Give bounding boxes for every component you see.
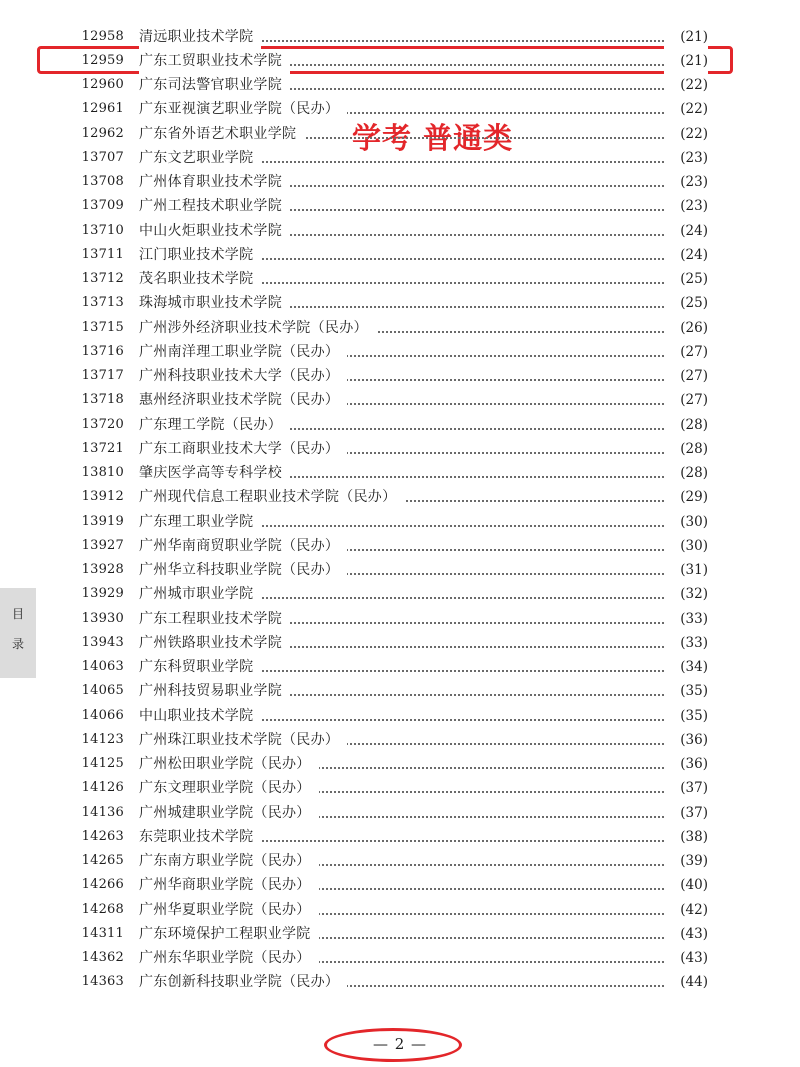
toc-entry-name: 广州华南商贸职业学院（民办） [139, 534, 347, 558]
toc-entry-page: (33) [664, 631, 708, 655]
toc-entry [0, 267, 800, 291]
toc-entry [0, 437, 800, 461]
toc-entry-page: (32) [664, 582, 708, 606]
toc-entry-page: (25) [664, 267, 708, 291]
toc-entry-name: 中山火炬职业技术学院 [139, 219, 290, 243]
toc-entry-code: 13919 [81, 513, 124, 529]
toc-entry-page: (37) [664, 801, 708, 825]
toc-entry-page: (21) [664, 49, 708, 73]
toc-entry-name: 广州珠江职业技术学院（民办） [139, 728, 347, 752]
toc-entry-name: 广东工商职业技术大学（民办） [139, 437, 347, 461]
toc-entry-name: 广东理工职业学院 [139, 510, 261, 534]
toc-entry-name: 广州科技职业技术大学（民办） [139, 364, 347, 388]
toc-entry-name: 广州体育职业技术学院 [139, 170, 290, 194]
toc-entry-name: 东莞职业技术学院 [139, 825, 261, 849]
toc-entry-code: 14063 [81, 659, 124, 674]
toc-entry [0, 728, 800, 752]
toc-entry-name: 广东亚视演艺职业学院（民办） [139, 97, 347, 121]
toc-entry-name: 广州松田职业学院（民办） [139, 752, 319, 776]
toc-entry-page: (44) [664, 970, 708, 994]
toc-entry-page: (43) [664, 922, 708, 946]
toc-entry-name: 惠州经济职业技术学院（民办） [139, 388, 347, 412]
toc-entry-code: 13707 [81, 149, 124, 165]
toc-entry [0, 558, 800, 582]
toc-entry [0, 219, 800, 243]
toc-entry-code: 14265 [81, 853, 124, 868]
annotation-label: 学考 普通类 [352, 121, 514, 155]
toc-entry-code: 13929 [81, 586, 124, 602]
toc-entry-page: (28) [664, 461, 708, 485]
toc-list [0, 25, 800, 995]
toc-entry [0, 534, 800, 558]
toc-entry-page: (33) [664, 607, 708, 631]
toc-entry-name: 广东工贸职业技术学院 [139, 49, 290, 73]
toc-entry-page: (23) [664, 146, 708, 170]
toc-entry [0, 946, 800, 970]
toc-entry-page: (24) [664, 219, 708, 243]
toc-entry-code: 13711 [81, 246, 124, 262]
toc-entry [0, 607, 800, 631]
toc-entry-name: 广州科技贸易职业学院 [139, 679, 290, 703]
toc-entry-code: 14126 [81, 780, 124, 796]
toc-entry [0, 364, 800, 388]
toc-entry-page: (35) [664, 704, 708, 728]
toc-entry-code: 13708 [81, 174, 124, 189]
toc-entry-name: 广东南方职业学院（民办） [139, 849, 319, 873]
toc-entry-page: (31) [664, 558, 708, 582]
toc-entry-name: 广东省外语艺术职业学院 [139, 122, 304, 146]
toc-entry-code: 14311 [81, 925, 124, 941]
toc-entry [0, 316, 800, 340]
toc-entry [0, 582, 800, 606]
toc-entry [0, 873, 800, 897]
toc-entry-code: 13715 [81, 319, 124, 335]
toc-entry [0, 388, 800, 412]
toc-entry-page: (36) [664, 728, 708, 752]
toc-entry-page: (37) [664, 776, 708, 800]
toc-entry-name: 广东文理职业学院（民办） [139, 776, 319, 800]
toc-entry-code: 14266 [81, 877, 124, 893]
toc-entry-page: (21) [664, 25, 708, 49]
toc-entry [0, 291, 800, 315]
toc-entry-code: 14125 [81, 756, 124, 771]
toc-entry-name: 广东司法警官职业学院 [139, 73, 290, 97]
toc-entry-page: (22) [664, 97, 708, 121]
toc-entry [0, 655, 800, 679]
toc-entry-code: 13709 [81, 198, 124, 214]
toc-entry [0, 413, 800, 437]
toc-entry-page: (35) [664, 679, 708, 703]
toc-entry [0, 849, 800, 873]
toc-entry-code: 13943 [81, 634, 124, 650]
toc-entry-name: 广东创新科技职业学院（民办） [139, 970, 347, 994]
toc-entry-code: 13716 [81, 343, 124, 359]
side-tab-char: 目 [11, 607, 24, 621]
toc-entry-code: 12961 [81, 101, 124, 117]
toc-entry-name: 清远职业技术学院 [139, 25, 261, 49]
toc-entry-page: (36) [664, 752, 708, 776]
toc-entry-name: 广东工程职业技术学院 [139, 607, 290, 631]
toc-entry-name: 广州南洋理工职业学院（民办） [139, 340, 347, 364]
toc-entry-page: (38) [664, 825, 708, 849]
toc-entry [0, 461, 800, 485]
toc-entry-name: 茂名职业技术学院 [139, 267, 261, 291]
side-tab-char: 录 [11, 637, 24, 651]
toc-entry-code: 13718 [81, 392, 124, 408]
toc-entry-page: (27) [664, 388, 708, 412]
toc-entry-code: 13927 [81, 537, 124, 553]
toc-entry-name: 肇庆医学高等专科学校 [139, 461, 290, 485]
toc-entry [0, 73, 800, 97]
toc-entry-code: 13930 [81, 610, 124, 626]
toc-entry-page: (23) [664, 194, 708, 218]
toc-entry-code: 14362 [81, 950, 124, 965]
toc-entry-code: 12962 [81, 125, 124, 141]
toc-entry-page: (26) [664, 316, 708, 340]
toc-entry-code: 13721 [81, 440, 124, 456]
toc-entry [0, 752, 800, 776]
toc-entry-name: 广州华夏职业学院（民办） [139, 898, 319, 922]
toc-entry-name: 广州东华职业学院（民办） [139, 946, 319, 970]
toc-entry [0, 510, 800, 534]
page-number: — 2 — [372, 1035, 428, 1053]
toc-entry-name: 广东理工学院（民办） [139, 413, 290, 437]
toc-entry-code: 13912 [81, 489, 124, 505]
toc-entry-code: 14065 [81, 683, 124, 699]
toc-entry [0, 801, 800, 825]
toc-entry-name: 广东文艺职业学院 [139, 146, 261, 170]
toc-entry-code: 13720 [81, 416, 124, 432]
toc-entry-name: 广州涉外经济职业技术学院（民办） [139, 316, 376, 340]
toc-entry [0, 704, 800, 728]
toc-entry-name: 广东环境保护工程职业学院 [139, 922, 319, 946]
toc-entry-code: 14123 [81, 731, 124, 747]
toc-entry-code: 13713 [81, 295, 124, 311]
toc-entry-name: 中山职业技术学院 [139, 704, 261, 728]
toc-entry-page: (28) [664, 437, 708, 461]
toc-entry-code: 13710 [81, 222, 124, 238]
toc-entry-page: (27) [664, 340, 708, 364]
toc-entry-code: 14263 [81, 828, 124, 844]
toc-entry-code: 12960 [81, 77, 124, 92]
toc-entry-code: 13717 [81, 368, 124, 383]
toc-entry [0, 243, 800, 267]
toc-entry-page: (27) [664, 364, 708, 388]
toc-entry-page: (23) [664, 170, 708, 194]
toc-entry [0, 970, 800, 994]
toc-entry-name: 广州现代信息工程职业技术学院（民办） [139, 485, 404, 509]
toc-entry-name: 广东科贸职业学院 [139, 655, 261, 679]
toc-entry [0, 776, 800, 800]
toc-entry-page: (30) [664, 534, 708, 558]
toc-entry-name: 珠海城市职业技术学院 [139, 291, 290, 315]
toc-entry [0, 170, 800, 194]
toc-entry-page: (28) [664, 413, 708, 437]
toc-entry-name: 广州城市职业学院 [139, 582, 261, 606]
toc-entry-code: 13928 [81, 562, 124, 577]
toc-entry-code: 14363 [81, 974, 124, 990]
toc-entry-name: 广州铁路职业技术学院 [139, 631, 290, 655]
toc-entry [0, 922, 800, 946]
toc-entry-page: (29) [664, 485, 708, 509]
toc-entry-name: 广州工程技术职业学院 [139, 194, 290, 218]
toc-entry-code: 13712 [81, 271, 124, 286]
toc-entry-name: 广州城建职业学院（民办） [139, 801, 319, 825]
toc-entry [0, 679, 800, 703]
toc-entry [0, 194, 800, 218]
toc-entry [0, 485, 800, 509]
toc-entry-name: 广州华立科技职业学院（民办） [139, 558, 347, 582]
toc-entry-page: (34) [664, 655, 708, 679]
toc-entry-page: (40) [664, 873, 708, 897]
toc-entry-page: (22) [664, 73, 708, 97]
toc-entry [0, 340, 800, 364]
toc-entry-page: (39) [664, 849, 708, 873]
toc-entry-page: (24) [664, 243, 708, 267]
toc-entry-code: 14268 [81, 901, 124, 917]
toc-entry-code: 13810 [81, 465, 124, 480]
toc-entry-page: (30) [664, 510, 708, 534]
toc-entry [0, 631, 800, 655]
toc-entry-name: 广州华商职业学院（民办） [139, 873, 319, 897]
toc-entry-name: 江门职业技术学院 [139, 243, 261, 267]
toc-entry [0, 825, 800, 849]
toc-entry-code: 12958 [81, 28, 124, 44]
toc-entry-page: (25) [664, 291, 708, 315]
toc-entry-code: 12959 [81, 52, 124, 68]
toc-entry-page: (43) [664, 946, 708, 970]
toc-entry-code: 14136 [81, 804, 124, 820]
toc-entry-page: (22) [664, 122, 708, 146]
toc-entry [0, 898, 800, 922]
toc-entry-code: 14066 [81, 707, 124, 723]
toc-entry-page: (42) [664, 898, 708, 922]
